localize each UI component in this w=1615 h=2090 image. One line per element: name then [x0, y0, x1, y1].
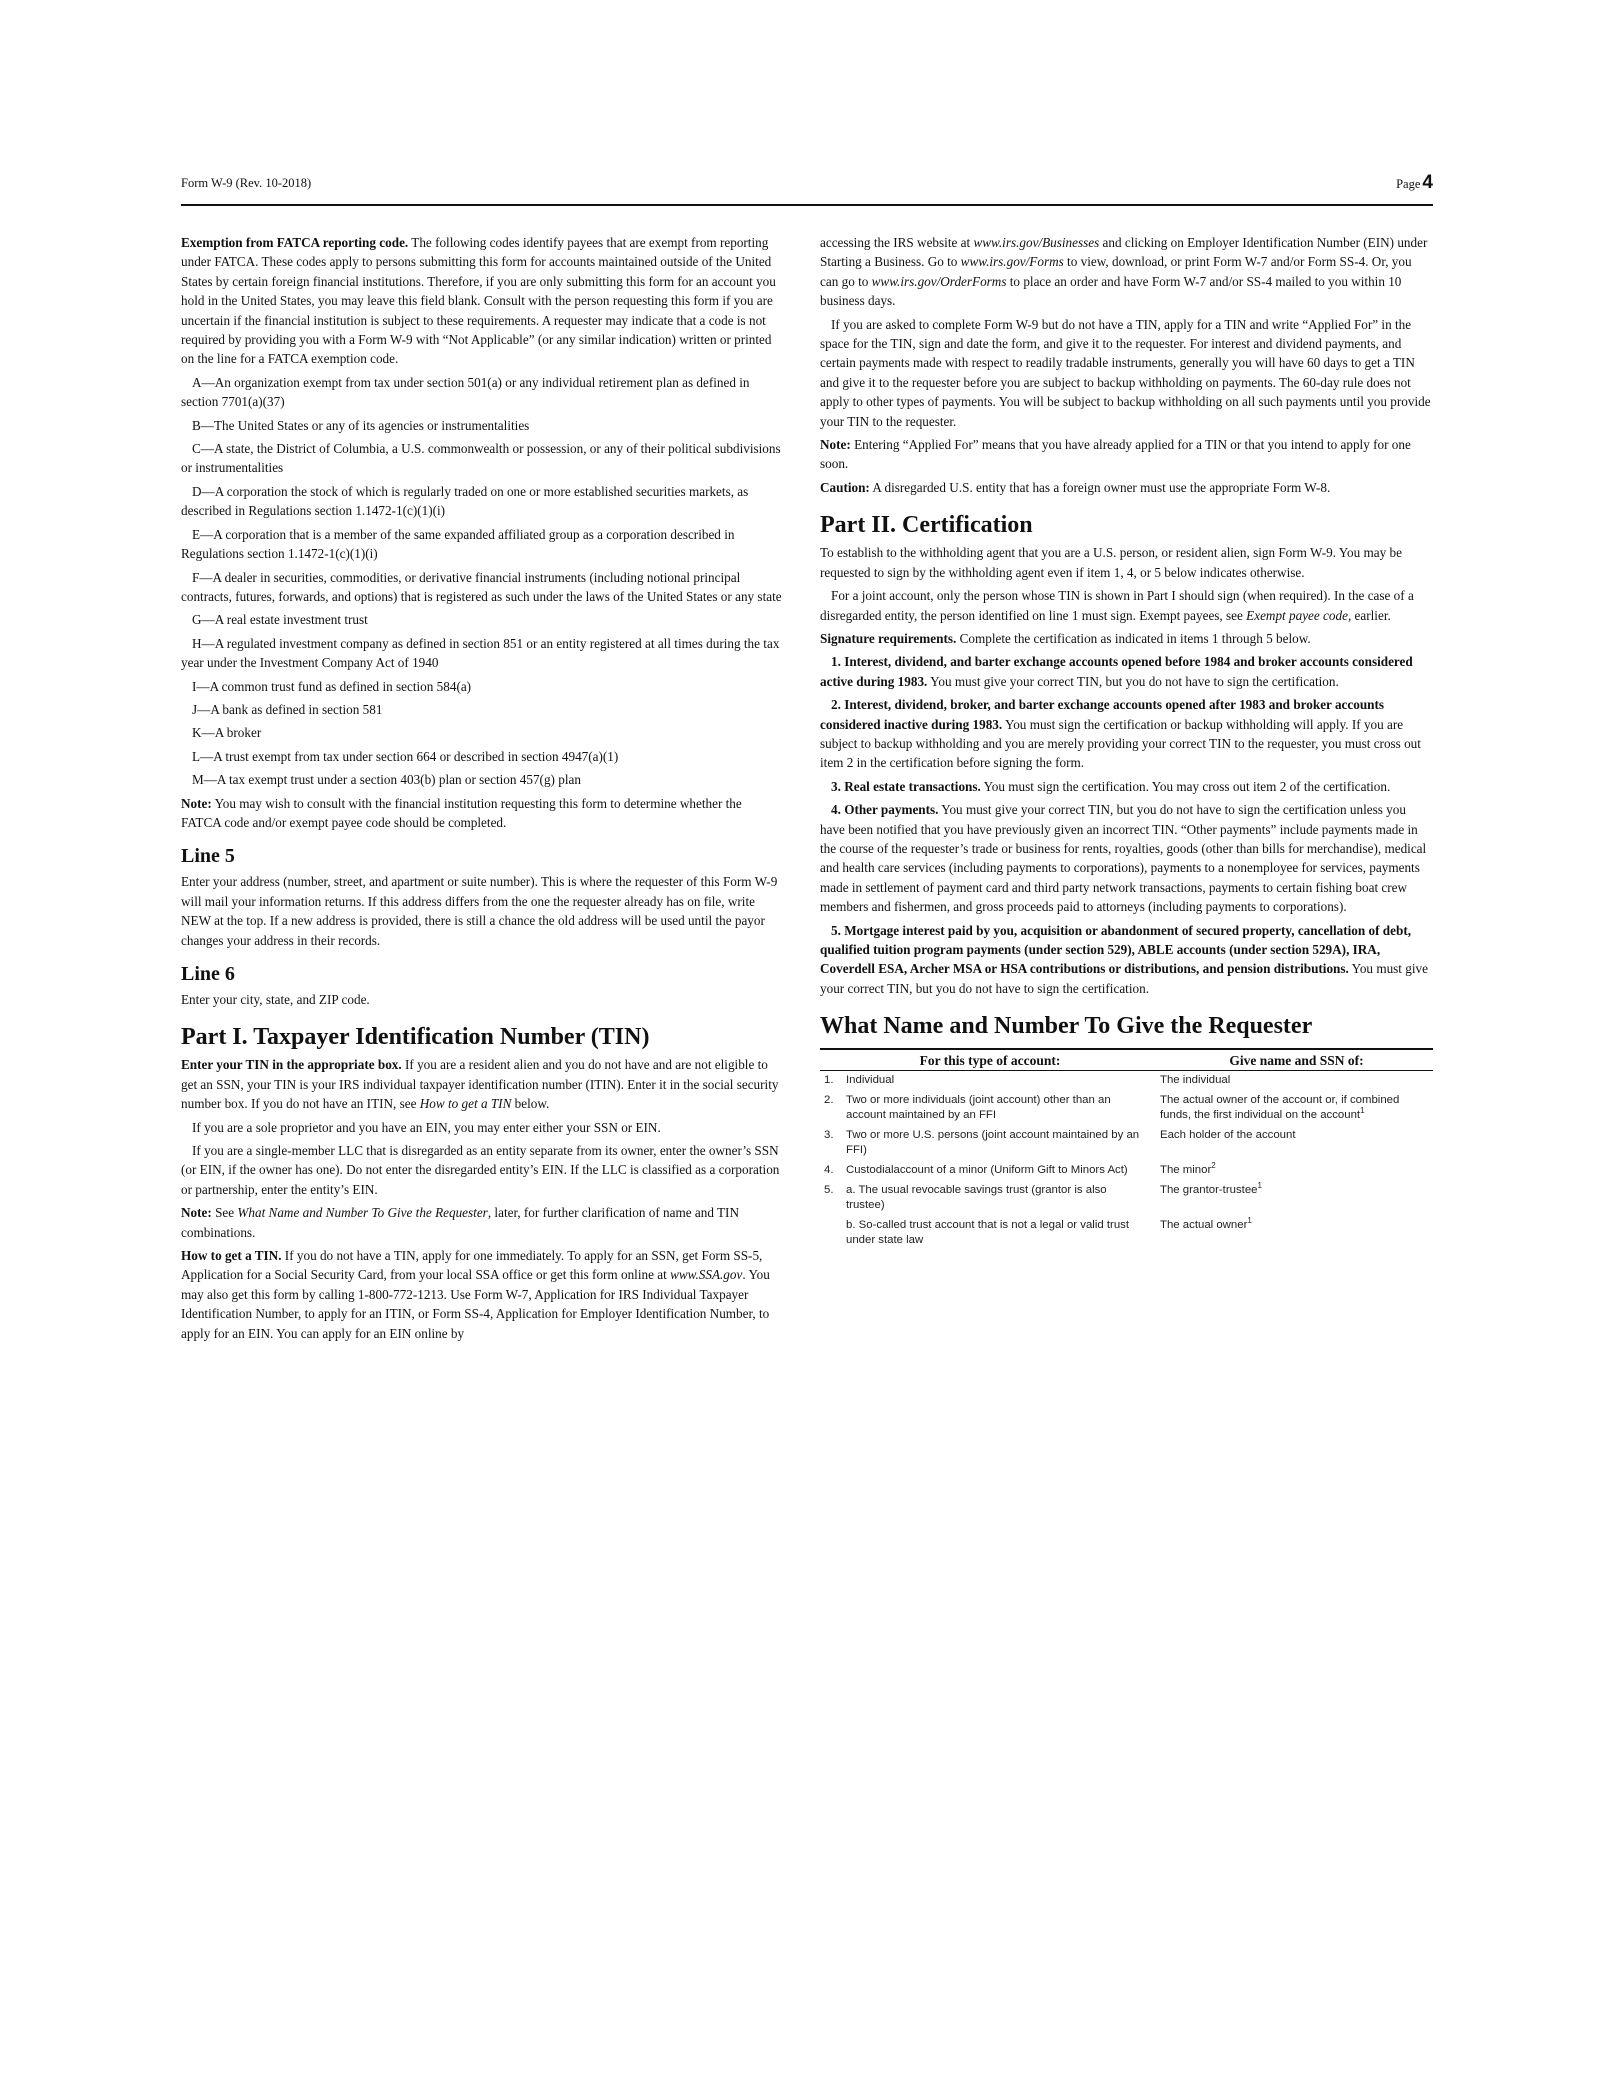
give-text: The actual owner of the account or, if combined funds, the first individual on the account	[1160, 1094, 1400, 1122]
fatca-code-b: B—The United States or any of its agencies or instrumentalities	[192, 417, 530, 433]
row-number: 1.	[824, 1074, 834, 1087]
joint-account-paragraph	[820, 586, 1433, 625]
col-account-header: For this type of account:	[820, 1049, 1160, 1071]
page-word: Page	[1396, 177, 1421, 191]
give-text: The actual owner	[1160, 1219, 1248, 1232]
table-row	[820, 1181, 1433, 1216]
fatca-code-a: A—An organization exempt from tax under section 501(a) or any individual retirement plan as defined in section 7701(a)(37)	[181, 374, 750, 410]
fatca-code-h: H—A regulated investment company as defined in section 851 or an entity registered at all times during the tax year under the Investment Company Act of 1940	[181, 635, 780, 671]
table-row	[820, 1091, 1433, 1126]
give-name	[1160, 1126, 1433, 1161]
note-body: Entering “Applied For” means that you have already applied for a TIN or that you intend to apply for one soon.	[820, 437, 1411, 472]
note-lead: Note:	[181, 795, 212, 811]
give-text: The grantor-trustee	[1160, 1184, 1258, 1197]
footnote-ref: 1	[1360, 1106, 1365, 1116]
row-number: 4.	[824, 1164, 834, 1177]
item-lead: 1. Interest, dividend, and barter exchange accounts opened before 1984 and broker accounts considered active during 1983.	[820, 654, 1413, 689]
give-text: Each holder of the account	[1160, 1129, 1296, 1142]
item-body: You must give your correct TIN, but you do not have to sign the certification.	[927, 673, 1339, 689]
item-lead: 2. Interest, dividend, broker, and barter exchange accounts opened after 1983 and broker accounts considered inactive during 1983.	[820, 697, 1385, 732]
fatca-code-c: C—A state, the District of Columbia, a U.S. commonwealth or possession, or any of their political subdivisions or instrumentalities	[181, 441, 781, 476]
llc-paragraph: If you are a single-member LLC that is disregarded as an entity separate from its owner, enter the owner’s SSN (or EIN, if the owner has one). Do not enter the disregarded entity’s EIN. If the LLC is classified as a corporation or partnership, enter the entity’s EIN.	[181, 1143, 780, 1197]
text: to place an order and have Form W-7 and/or SS-4 mailed to you within 10 business days.	[820, 273, 1402, 309]
fatca-code-f: F—A dealer in securities, commodities, or derivative financial instruments (including notional principal contracts, futures, forwards, and options) that is registered as such under the laws of the United States or any state	[181, 569, 782, 604]
how-to-get-tin-tail: . You may also get this form by calling 1-800-772-1213. Use Form W-7, Application for IRS Individual Taxpayer Identification Number, to apply for an ITIN, or Form SS-4, Application for Employer Identification Number, to apply for an EIN. You can apply for an EIN online by	[181, 1267, 770, 1341]
table-row	[820, 1126, 1433, 1161]
form-id: Form W-9 (Rev. 10-2018)	[181, 176, 312, 190]
line5-heading: Line 5	[181, 845, 235, 868]
table-row	[820, 1216, 1433, 1251]
text: For a joint account, only the person whose TIN is shown in Part I should sign (when required). In the case of a disregarded entity, the person identified on line 1 must sign. Exempt payees, see	[820, 588, 1414, 623]
note-body: You may wish to consult with the financial institution requesting this form to determine whether the FATCA code and/or exempt payee code should be completed.	[181, 795, 742, 830]
cert-item-4	[820, 800, 1433, 916]
page-number: 4	[1422, 172, 1433, 193]
table-row	[820, 1071, 1433, 1092]
cert-item-3	[820, 777, 1433, 796]
note-tail: , later, for further clarification of name and TIN combinations.	[181, 1205, 739, 1240]
fatca-code-d: D—A corporation the stock of which is regularly traded on one or more established securities markets, as described in Regulations section 1.1472-1(c)(1)(i)	[181, 483, 749, 519]
note-lead: Note:	[820, 437, 851, 453]
cert-item-1	[820, 652, 1433, 691]
item-body: You must give your correct TIN, but you do not have to sign the certification unless you have been notified that you have previously given an incorrect TIN. “Other payments” include payments made in the course of the requester’s trade or business for rents, royalties, goods (other than bills for merchandise), medical and health care services (including payments to corporations), payments to a nonemployee for services, payments made in settlement of payment card and third party network transactions, payments to certain fishing boat crew members and fishermen, and gross proceeds paid to attorneys (including payments to corporations).	[820, 802, 1427, 915]
fatca-paragraph	[181, 233, 783, 369]
signature-requirements	[820, 629, 1433, 648]
give-text: The minor	[1160, 1164, 1212, 1177]
caution-body: A disregarded U.S. entity that has a foreign owner must use the appropriate Form W-8.	[869, 479, 1331, 495]
row-number: 2.	[824, 1094, 834, 1107]
applied-for-paragraph: If you are asked to complete Form W-9 but do not have a TIN, apply for a TIN and write “Applied For” in the space for the TIN, sign and date the form, and give it to the requester. For interest and dividend payments, and certain payments made with respect to readily tradable instruments, generally you will have 60 days to get a TIN and give it to the requester before you are subject to backup withholding on payments. The 60-day rule does not apply to other types of payments. You will be subject to backup withholding on all such payments until you provide your TIN to the requester.	[820, 316, 1431, 429]
account-type: Two or more individuals (joint account) other than an account maintained by an FFI	[846, 1094, 1111, 1122]
account-type: Custodialaccount of a minor (Uniform Gift to Minors Act)	[846, 1164, 1128, 1177]
text: accessing the IRS website at	[820, 235, 974, 250]
how-to-get-tin-lead: How to get a TIN.	[181, 1248, 282, 1264]
page-label	[1396, 172, 1433, 194]
note-lead: Note:	[181, 1205, 212, 1221]
give-name	[1160, 1216, 1433, 1251]
ssa-website-link: www.SSA.gov	[670, 1267, 743, 1283]
account-type: Individual	[846, 1074, 895, 1087]
name-number-table	[820, 1048, 1433, 1251]
ein-online-paragraph	[820, 233, 1433, 311]
row-number	[820, 1216, 846, 1251]
item-body: You must sign the certification or backup withholding will apply. If you are subject to backup withholding and you are merely providing your correct TIN to the requester, you must cross out item 2 in the certification before signing the form.	[820, 716, 1421, 771]
cert-item-5	[820, 921, 1433, 999]
left-column	[181, 233, 783, 1347]
enter-tin-body: If you are a resident alien and you do not have and are not eligible to get an SSN, your TIN is your IRS individual taxpayer identification number (ITIN). Enter it in the social security number box. If you do not have an ITIN, see	[181, 1057, 779, 1112]
table-row	[820, 1161, 1433, 1181]
fatca-code-m: M—A tax exempt trust under a section 403(b) plan or section 457(g) plan	[192, 772, 581, 788]
fatca-code-e: E—A corporation that is a member of the same expanded affiliated group as a corporation described in Regulations section 1.1472-1(c)(1)(i)	[181, 526, 735, 562]
item-body: You must give your correct TIN, but you do not have to sign the certification.	[820, 961, 1428, 996]
give-name	[1160, 1161, 1433, 1181]
part1-heading: Part I. Taxpayer Identification Number (TIN)	[181, 1024, 650, 1051]
how-to-get-tin-paragraph	[181, 1246, 783, 1343]
caution-lead: Caution:	[820, 479, 870, 495]
note-applied-for	[820, 435, 1433, 474]
fatca-code-k: K—A broker	[192, 725, 262, 741]
enter-tin-lead: Enter your TIN in the appropriate box.	[181, 1057, 402, 1073]
text: and clicking on Employer Identification Number (EIN) under Starting a Business. Go to	[820, 235, 1428, 270]
table-header-row	[820, 1049, 1433, 1071]
name-number-ref: What Name and Number To Give the Requester	[237, 1205, 488, 1221]
give-name	[1160, 1091, 1433, 1126]
note-see: See	[211, 1205, 238, 1221]
text: , earlier.	[1347, 607, 1391, 623]
fatca-code-i: I—A common trust fund as defined in section 584(a)	[192, 678, 472, 694]
signature-body: Complete the certification as indicated in items 1 through 5 below.	[956, 630, 1311, 646]
item-lead: 5. Mortgage interest paid by you, acquisition or abandonment of secured property, cancellation of debt, qualified tuition program payments (under section 529), ABLE accounts (under section 529A), IRA, Coverdell ESA, Archer MSA or HSA contributions or distributions, and pension distributions.	[820, 922, 1412, 977]
footnote-ref: 1	[1257, 1181, 1262, 1191]
note-fatca	[181, 794, 783, 833]
account-type: a. The usual revocable savings trust (grantor is also trustee)	[846, 1184, 1107, 1212]
exempt-payee-code-ref: Exempt payee code	[1246, 607, 1348, 623]
give-name	[1160, 1071, 1433, 1092]
right-column	[820, 233, 1433, 1251]
how-to-get-tin-ref: How to get a TIN	[419, 1096, 512, 1112]
col-give-header: Give name and SSN of:	[1160, 1049, 1433, 1071]
footnote-ref: 2	[1211, 1161, 1216, 1171]
fatca-body: The following codes identify payees that are exempt from reporting under FATCA. These codes apply to persons submitting this form for accounts maintained outside of the United States by certain foreign financial institutions. Therefore, if you are only submitting this form for an account you hold in the United States, you may leave this field blank. Consult with the person requesting this form if you are uncertain if the financial institution is subject to these requirements. A requester may indicate that a code is not required by providing you with a Form W-9 with “Not Applicable” (or any similar indication) written or printed on the line for a FATCA exemption code.	[181, 235, 776, 367]
enter-tin-tail: below.	[511, 1096, 550, 1112]
item-body: You must sign the certification. You may cross out item 2 of the certification.	[980, 778, 1391, 794]
account-type: b. So-called trust account that is not a legal or valid trust under state law	[846, 1219, 1130, 1247]
sole-proprietor-paragraph: If you are a sole proprietor and you have an EIN, you may enter either your SSN or EIN.	[192, 1119, 661, 1135]
fatca-code-g: G—A real estate investment trust	[192, 612, 368, 628]
row-number: 5.	[824, 1184, 834, 1197]
line5-body: Enter your address (number, street, and apartment or suite number). This is where the requester of this Form W-9 will mail your information returns. If this address differs from the one the requester already has on file, write NEW at the top. If a new address is provided, there is still a chance the old address will be used until the payor changes your address in their records.	[181, 874, 778, 948]
row-number: 3.	[824, 1129, 834, 1142]
text: to view, download, or print Form W-7 and/or Form SS-4. Or, you can go to	[820, 254, 1412, 289]
give-name	[1160, 1181, 1433, 1216]
item-lead: 4. Other payments.	[831, 802, 939, 818]
certification-intro: To establish to the withholding agent that you are a U.S. person, or resident alien, sign Form W-9. You may be requested to sign by the withholding agent even if item 1, 4, or 5 below indicates otherwise.	[820, 545, 1402, 580]
cert-item-2	[820, 695, 1433, 773]
caution-paragraph	[820, 478, 1433, 497]
fatca-code-l: L—A trust exempt from tax under section 664 or described in section 4947(a)(1)	[192, 748, 619, 764]
how-to-get-tin-body: If you do not have a TIN, apply for one immediately. To apply for an SSN, get Form SS-5, Application for a Social Security Card, from your local SSA office or get this form online at	[181, 1248, 763, 1283]
line6-body: Enter your city, state, and ZIP code.	[181, 992, 370, 1007]
irs-orderforms-link: www.irs.gov/OrderForms	[871, 273, 1007, 289]
note-name-number	[181, 1203, 783, 1242]
part2-heading: Part II. Certification	[820, 512, 1033, 539]
signature-lead: Signature requirements.	[820, 630, 957, 646]
fatca-code-j: J—A bank as defined in section 581	[192, 701, 383, 717]
fatca-lead: Exemption from FATCA reporting code.	[181, 235, 409, 250]
name-number-heading: What Name and Number To Give the Requester	[820, 1013, 1313, 1040]
footnote-ref: 1	[1247, 1216, 1252, 1226]
account-type: Two or more U.S. persons (joint account maintained by an FFI)	[846, 1129, 1140, 1157]
enter-tin-paragraph	[181, 1055, 783, 1113]
irs-forms-link: www.irs.gov/Forms	[960, 254, 1064, 270]
item-lead: 3. Real estate transactions.	[831, 778, 981, 794]
irs-businesses-link: www.irs.gov/Businesses	[973, 235, 1100, 250]
page-header	[181, 170, 1433, 206]
line6-heading: Line 6	[181, 963, 235, 985]
give-text: The individual	[1160, 1074, 1231, 1087]
